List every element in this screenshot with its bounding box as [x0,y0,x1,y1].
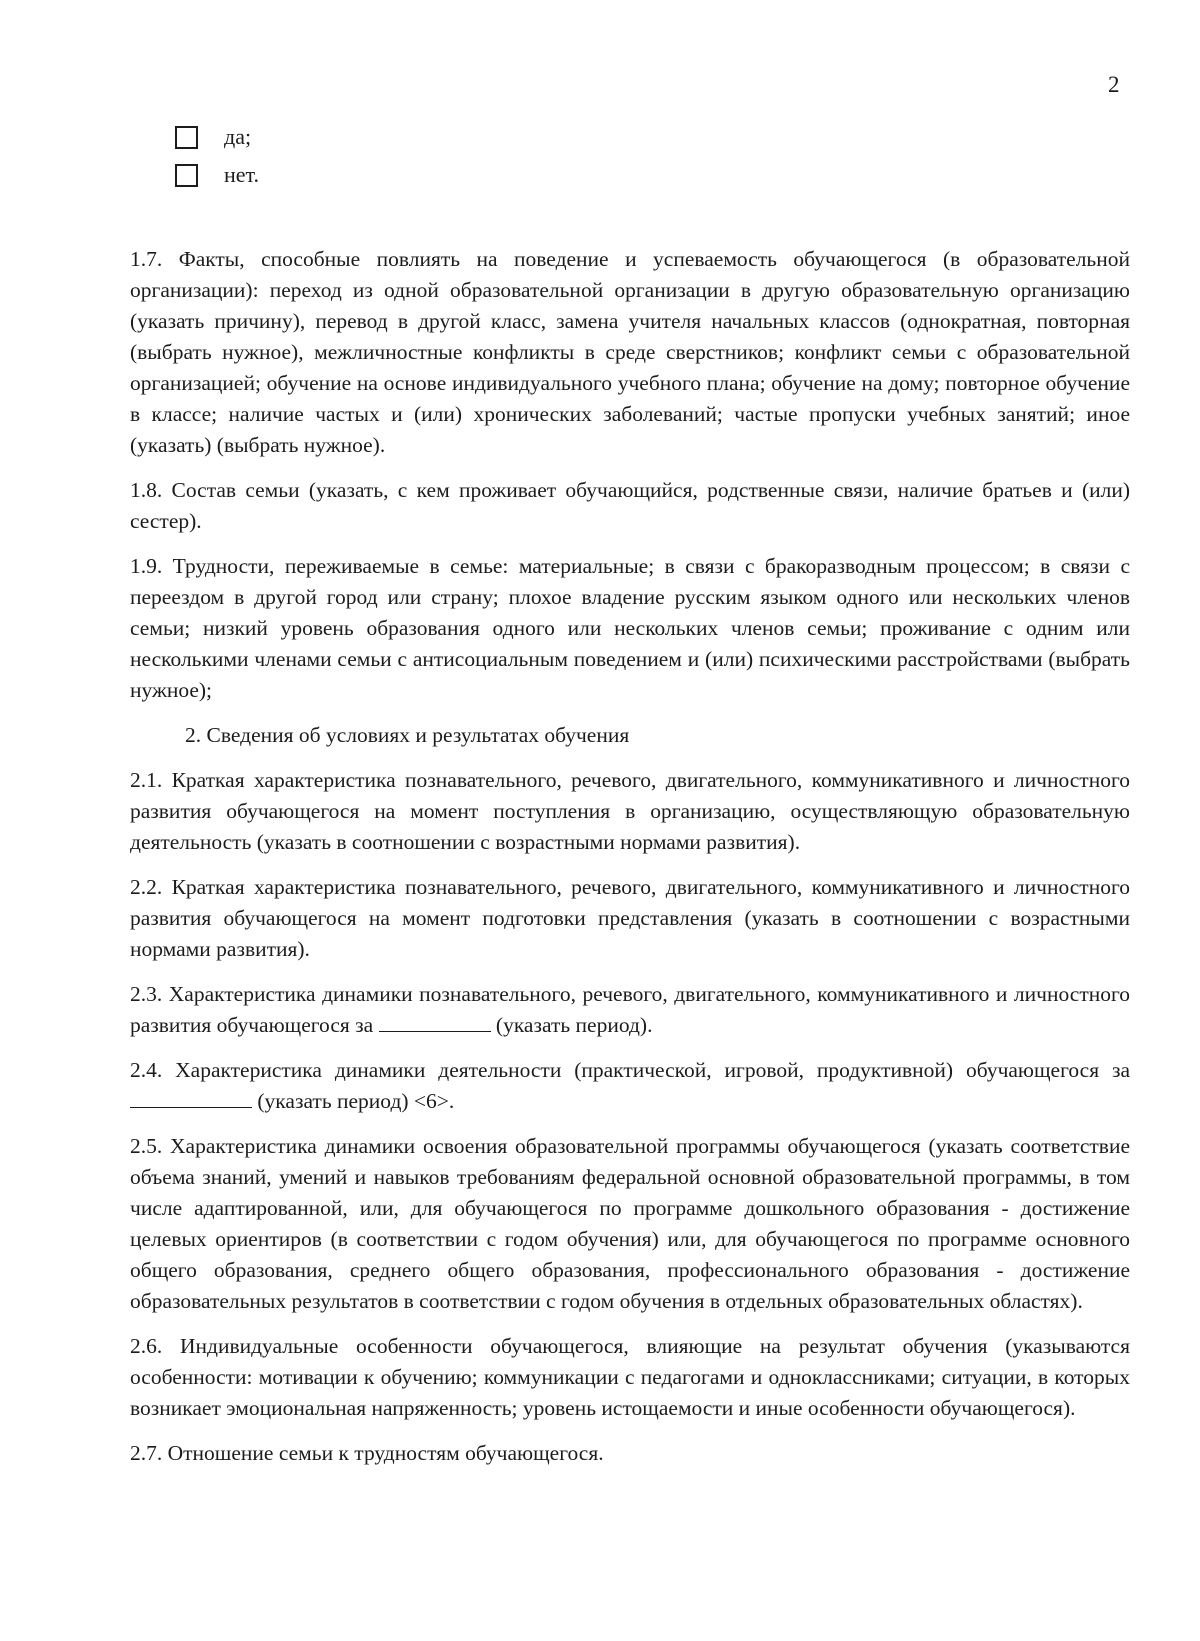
document-body [130,244,1130,1483]
checkbox-no[interactable] [175,164,198,187]
option-yes-label: да; [224,124,252,149]
period-blank-2-3[interactable] [379,1012,491,1032]
paragraph-2-4-text: 2.4. Характеристика динамики деятельности (практической, игровой, продуктивной) обучающегося за [130,1058,1130,1082]
paragraph-1-8: 1.8. Состав семьи (указать, с кем проживает обучающийся, родственные связи, наличие братьев и (или) сестер). [130,478,1130,533]
paragraph-2-5: 2.5. Характеристика динамики освоения образовательной программы обучающегося (указать соответствие объема знаний, умений и навыков требованиям федеральной основной образовательной программы, в том числе адаптированной, или, для обучающегося по программе дошкольного образования - достижение целевых ориентиров (в соответствии с годом обучения) или, для обучающегося по программе основного общего образования, среднего общего образования, профессионального образования - достижение образовательных результатов в соответствии с годом обучения в отдельных образовательных областях). [130,1134,1130,1313]
option-yes[interactable] [175,124,251,150]
paragraph-2-4-suffix: (указать период) <6>. [252,1089,455,1113]
paragraph-1-9: 1.9. Трудности, переживаемые в семье: материальные; в связи с бракоразводным процессом; в связи с переездом в другой город или страну; плохое владение русским языком одного или нескольких членов семьи; низкий уровень образования одного или нескольких членов семьи; проживание с одним или несколькими членами семьи с антисоциальным поведением и (или) психическими расстройствами (выбрать нужное); [130,554,1130,702]
option-no[interactable] [175,162,259,188]
period-blank-2-4[interactable] [130,1088,252,1108]
option-no-label: нет. [224,162,259,187]
paragraph-2-3-suffix: (указать период). [490,1013,653,1037]
paragraph-2-3-text: 2.3. Характеристика динамики познавательного, речевого, двигательного, коммуникативного и личностного развития обучающегося за [130,982,1130,1037]
paragraph-1-7: 1.7. Факты, способные повлиять на поведение и успеваемость обучающегося (в образовательной организации): переход из одной образовательной организации в другую образовательную организацию (указать причину), перевод в другой класс, замена учителя начальных классов (однократная, повторная (выбрать нужное), межличностные конфликты в среде сверстников; конфликт семьи с образовательной организацией; обучение на основе индивидуального учебного плана; обучение на дому; повторное обучение в классе; наличие частых и (или) хронических заболеваний; частые пропуски учебных занятий; иное (указать) (выбрать нужное). [130,247,1130,457]
section-2-heading: 2. Сведения об условиях и результатах обучения [185,723,630,747]
page-number: 2 [1108,72,1120,97]
paragraph-2-7: 2.7. Отношение семьи к трудностям обучающегося. [130,1441,604,1465]
paragraph-2-2: 2.2. Краткая характеристика познавательного, речевого, двигательного, коммуникативного и личностного развития обучающегося на момент подготовки представления (указать в соотношении с возрастными нормами развития). [130,875,1130,961]
paragraph-2-4 [130,1055,1130,1117]
paragraph-2-3 [130,979,1130,1041]
paragraph-2-6: 2.6. Индивидуальные особенности обучающегося, влияющие на результат обучения (указываются особенности: мотивации к обучению; коммуникации с педагогами и одноклассниками; ситуации, в которых возникает эмоциональная напряженность; уровень истощаемости и иные особенности обучающегося). [130,1334,1130,1420]
paragraph-2-1: 2.1. Краткая характеристика познавательного, речевого, двигательного, коммуникативного и личностного развития обучающегося на момент поступления в организацию, осуществляющую образовательную деятельность (указать в соотношении с возрастными нормами развития). [130,768,1130,854]
checkbox-yes[interactable] [175,126,198,149]
